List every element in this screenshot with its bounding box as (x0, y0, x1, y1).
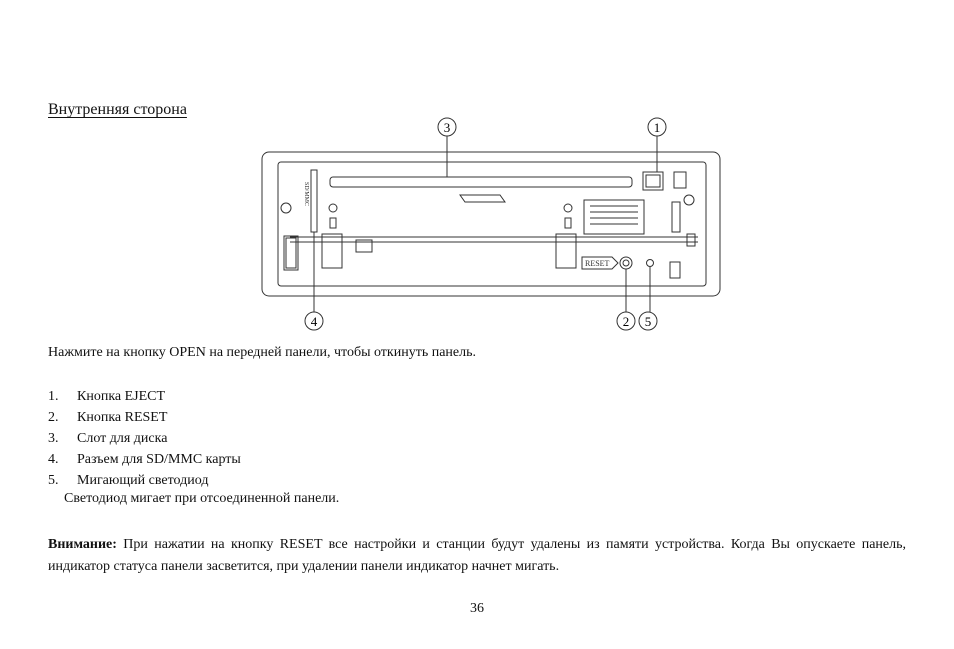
svg-text:4: 4 (310, 314, 318, 329)
disc-slot (330, 177, 632, 187)
svg-text:5: 5 (644, 314, 652, 329)
svg-text:1: 1 (653, 120, 661, 135)
svg-text:3: 3 (443, 120, 451, 135)
callout-1 (648, 118, 666, 136)
disc-slot-tab (460, 195, 505, 202)
led-indicator (647, 260, 654, 267)
sd-card-slot (311, 170, 317, 232)
section-heading: Внутренняя сторона (48, 101, 187, 118)
callout-2 (617, 312, 635, 330)
parts-list (48, 386, 241, 491)
reset-button (620, 257, 632, 269)
led-note: Светодиод мигает при отсоединенной панели. (64, 491, 340, 506)
list-item: 4. Разъем для SD/MMC карты (48, 452, 241, 467)
intro-text: Нажмите на кнопку OPEN на передней панели, чтобы откинуть панель. (48, 345, 476, 360)
page-number: 36 (470, 601, 484, 616)
sd-slot-label: SD/MMC (303, 182, 309, 207)
list-item: 2. Кнопка RESET (48, 410, 168, 425)
callout-4 (305, 312, 323, 330)
inner-panel-diagram (250, 112, 730, 334)
list-item: 5. Мигающий светодиод (48, 473, 209, 488)
svg-text:2: 2 (622, 314, 630, 329)
panel-outer-frame (262, 152, 720, 296)
warning-label: Внимание: (48, 537, 117, 552)
list-item: 3. Слот для диска (48, 431, 168, 446)
callout-5 (639, 312, 657, 330)
reset-label: RESET (585, 259, 610, 268)
callout-3 (438, 118, 456, 136)
warning-paragraph (48, 534, 906, 578)
warning-text: При нажатии на кнопку RESET все настройки и станции будут удалены из памяти устройства. Когда Вы опускаете панель, индикатор статуса панели засветится, при удалении панели индикатор начнет мигать. (48, 537, 906, 574)
list-item: 1. Кнопка EJECT (48, 389, 166, 404)
